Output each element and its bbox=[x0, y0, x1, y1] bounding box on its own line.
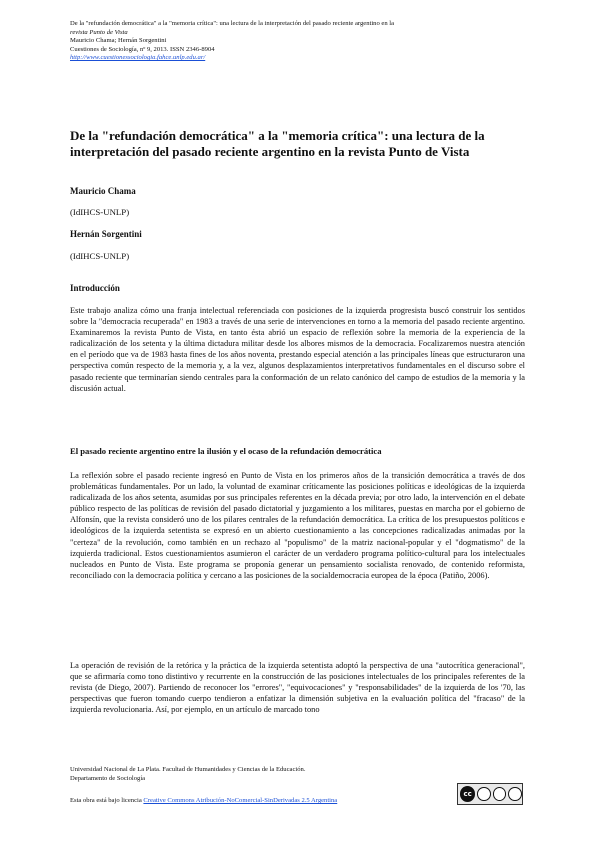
author-affiliation-1: (IdIHCS-UNLP) bbox=[70, 207, 130, 217]
noncommercial-icon bbox=[493, 787, 507, 801]
author-affiliation-2: (IdIHCS-UNLP) bbox=[70, 251, 130, 261]
header-line-3: Mauricio Chama; Hernán Sorgentini bbox=[70, 37, 167, 45]
cc-logo-icon: cc bbox=[460, 786, 475, 802]
header-line-2: revista Punto de Vista bbox=[70, 28, 128, 36]
author-name-2: Hernán Sorgentini bbox=[70, 229, 142, 239]
noderivatives-icon bbox=[508, 787, 522, 801]
header-line-4: Cuestiones de Sociología, nº 9, 2013. ISSN 2346-8904 bbox=[70, 45, 215, 53]
paragraph-3: La operación de revisión de la retórica y la práctica de la izquierda setentista adoptó la perspectiva de una "autocrítica generacional", que se afirmaría como tono distintivo y recurrente en la construcción de las posiciones intelectuales de los principales referentes de la revista (de Diego, 2007). Partiendo de reconocer los "errores", "equivocaciones" y "responsabilidades" de la izquierda de los '70, las perspectivas que fueron tomando cuerpo tendieron a enfatizar la dimensión subjetiva en la evaluación política del "fracaso" de la izquierda revolucionaria. Así, por ejemplo, en un artículo de marcado tono bbox=[70, 661, 525, 715]
paragraph-intro: Este trabajo analiza cómo una franja intelectual referenciada con posiciones de la izquierda progresista buscó construir los sentidos sobre la "democracia recuperada" en 1983 a través de una serie de intervenciones en torno a la memoria del pasado reciente argentino. Examinaremos la revista Punto de Vista, en tanto ésta abrió un espacio de reflexión sobre la memoria de la experiencia de la radicalización de los setenta y la última dictadura militar desde los albores mismos de la democracia. Focalizaremos nuestra atención en el período que va de 1983 hasta fines de los años noventa, prestando especial atención a las principales líneas que estructuraron una perspectiva común respecto de la memoria y, a la vez, algunos desplazamientos interpretativos fundamentales en el discurso sobre el pasado reciente que terminarían siendo centrales para la conformación de un relato canónico del campo de estudios de la memoria y la discusión actual. bbox=[70, 306, 525, 393]
running-header bbox=[70, 20, 530, 63]
paper-title: De la "refundación democrática" a la "memoria crítica": una lectura de la interpretación del pasado reciente argentino en la revista Punto de Vista bbox=[70, 128, 485, 159]
section-heading-intro: Introducción bbox=[70, 283, 120, 293]
license-line bbox=[70, 797, 337, 804]
creative-commons-badge[interactable] bbox=[457, 783, 523, 805]
footer-department: Departamento de Sociología bbox=[70, 775, 146, 782]
paragraph-2: La reflexión sobre el pasado reciente ingresó en Punto de Vista en los primeros años de la transición democrática a través de dos problemáticas fundamentales. Por un lado, la voluntad de examinar críticamente las posiciones políticas e ideológicas de la izquierda radicalizada de los años setenta, asumidas por sus principales referentes en la década previa; por otro lado, la intervención en el debate público respecto de las políticas de revisión del pasado dictatorial y juzgamiento a los militares, puestas en marcha por el gobierno de Alfonsín, que la revista consideró uno de los pilares centrales de la refundación democrática. La crítica de los presupuestos políticos e ideológicos de la izquierda setentista se expresó en un abierto cuestionamiento a las concepciones radicalizadas animadas por la "certeza" de la revolución, como también en un rechazo al "populismo" de la matriz nacional-popular y el "dogmatismo" de la izquierda tradicional. Estos cuestionamientos asumieron el carácter de un verdadero programa político-cultural para los intelectuales nucleados en Punto de Vista. Este programa se proponía generar un pensamiento socialista renovado, de contenido reformista, reconciliado con la democracia política y cercano a las posiciones de la socialdemocracia europea de la época (Patiño, 2006). bbox=[70, 471, 525, 580]
header-line-1: De la "refundación democrática" a la "memoria crítica": una lectura de la interpretación del pasado reciente argentino en la bbox=[70, 20, 395, 27]
license-prefix: Esta obra está bajo licencia bbox=[70, 797, 144, 804]
section-heading-2: El pasado reciente argentino entre la ilusión y el ocaso de la refundación democrática bbox=[70, 446, 382, 456]
license-link[interactable]: Creative Commons Atribución-NoComercial-SinDerivadas 2.5 Argentina bbox=[143, 797, 338, 804]
header-url-link[interactable]: http://www.cuestionessociologia.fahce.unlp.edu.ar/ bbox=[70, 54, 206, 62]
author-name-1: Mauricio Chama bbox=[70, 186, 136, 196]
footer-institution: Universidad Nacional de La Plata. Facultad de Humanidades y Ciencias de la Educación. bbox=[70, 766, 306, 773]
by-attribution-icon bbox=[477, 787, 491, 801]
